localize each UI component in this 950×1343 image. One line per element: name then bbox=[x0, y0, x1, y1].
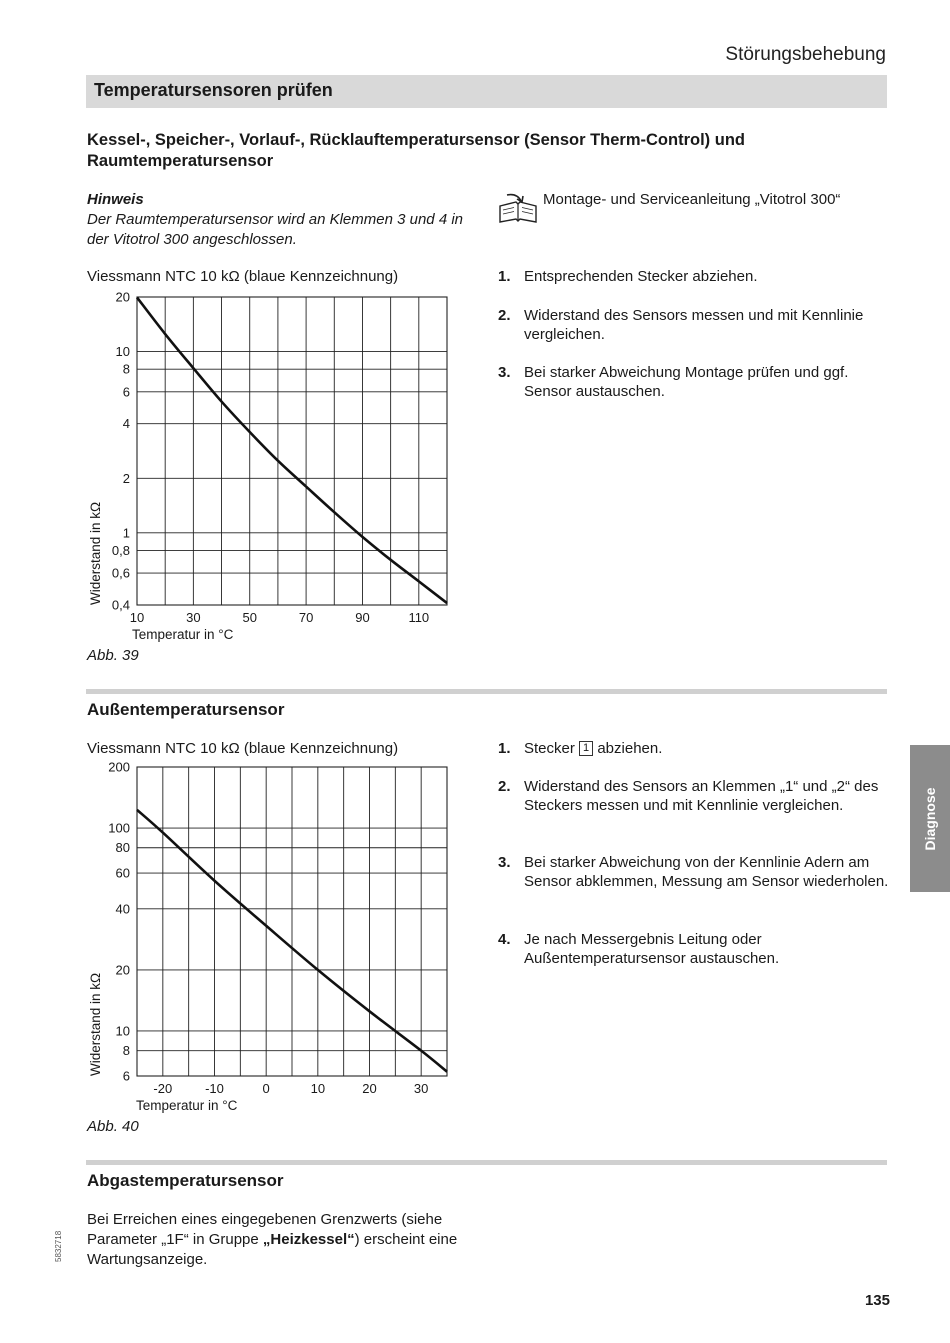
text-part: Bei Erreichen eines eingegebenen Grenzwerts (siehe Parameter „1F“ in Gruppe bbox=[87, 1211, 443, 1248]
x-tick-label: 20 bbox=[362, 1081, 377, 1096]
step-text-pre: Stecker bbox=[524, 740, 575, 757]
side-tab-label: Diagnose bbox=[922, 786, 938, 851]
chart1-caption: Abb. 39 bbox=[87, 647, 139, 664]
step-number: 3. bbox=[498, 854, 511, 871]
text-part: ) erscheint eine Wartungsanzeige. bbox=[87, 1231, 458, 1268]
step-number: 3. bbox=[498, 364, 511, 381]
step-text-post: abziehen. bbox=[597, 740, 663, 757]
step-number: 1. bbox=[498, 740, 511, 757]
plot-frame bbox=[137, 297, 447, 605]
chart2 bbox=[70, 757, 470, 1122]
subsection-title-sensors: Kessel-, Speicher-, Vorlauf-, Rücklauftemperatursensor (Sensor Therm-Control) und Raumtemperatursensor bbox=[87, 131, 745, 170]
subsection-title-exhaust: Abgastemperatursensor bbox=[87, 1171, 284, 1190]
step-4 bbox=[498, 930, 893, 968]
y-tick-label: 40 bbox=[115, 901, 130, 917]
step-number: 4. bbox=[498, 931, 511, 948]
text-bold: „Heizkessel“ bbox=[262, 1231, 355, 1248]
x-tick-label: 110 bbox=[408, 610, 430, 625]
step-number: 2. bbox=[498, 307, 511, 324]
y-tick-label: 6 bbox=[122, 384, 130, 400]
step-text: Bei starker Abweichung Montage prüfen und ggf. Sensor austauschen. bbox=[524, 364, 849, 400]
y-tick-label: 0,8 bbox=[111, 542, 130, 558]
x-tick-label: 90 bbox=[355, 610, 370, 625]
step-text: Widerstand des Sensors messen und mit Kennlinie vergleichen. bbox=[524, 307, 864, 343]
document-number: 5832718 bbox=[54, 1230, 63, 1262]
x-tick-label: 10 bbox=[129, 610, 145, 625]
x-tick-label: 30 bbox=[186, 610, 201, 625]
header-section-label: Störungsbehebung bbox=[725, 44, 886, 65]
x-tick-label: 10 bbox=[310, 1081, 326, 1096]
x-axis-label: Temperatur in °C bbox=[132, 627, 234, 642]
y-tick-label: 6 bbox=[122, 1068, 130, 1084]
y-tick-label: 4 bbox=[122, 416, 130, 432]
step-number: 2. bbox=[498, 778, 511, 795]
y-tick-label: 8 bbox=[122, 361, 130, 377]
y-tick-label: 10 bbox=[115, 1023, 130, 1039]
y-tick-label: 0,4 bbox=[111, 597, 130, 613]
step-1 bbox=[498, 267, 893, 286]
y-tick-label: 8 bbox=[122, 1043, 130, 1059]
y-tick-label: 60 bbox=[115, 865, 130, 881]
step-text: Widerstand des Sensors an Klemmen „1“ und „2“ des Steckers messen und mit Kennlinie vergleichen. bbox=[524, 778, 879, 814]
y-tick-label: 100 bbox=[108, 820, 130, 836]
x-tick-label: 50 bbox=[242, 610, 257, 625]
section-title: Temperatursensoren prüfen bbox=[94, 80, 333, 100]
y-tick-label: 10 bbox=[115, 344, 130, 360]
y-tick-label: 1 bbox=[122, 525, 130, 541]
reference-text: Montage- und Serviceanleitung „Vitotrol 300“ bbox=[543, 191, 841, 208]
y-tick-label: 80 bbox=[115, 840, 130, 856]
exhaust-sensor-text bbox=[87, 1210, 487, 1270]
y-tick-label: 20 bbox=[115, 962, 130, 978]
chart1-title: Viessmann NTC 10 kΩ (blaue Kennzeichnung) bbox=[87, 268, 399, 285]
x-tick-label: 30 bbox=[413, 1081, 429, 1096]
series-line bbox=[137, 297, 447, 603]
x-tick-label: -20 bbox=[153, 1081, 173, 1096]
step-2 bbox=[498, 777, 893, 815]
y-axis-label: Widerstand in kΩ bbox=[88, 972, 103, 1076]
step-3 bbox=[498, 363, 893, 401]
x-axis-label: Temperatur in °C bbox=[136, 1098, 238, 1113]
chart1 bbox=[70, 285, 470, 650]
chart2-caption: Abb. 40 bbox=[87, 1118, 139, 1135]
page-number: 135 bbox=[864, 1292, 890, 1309]
y-tick-label: 0,6 bbox=[111, 565, 130, 581]
connector-number-box: 1 bbox=[579, 741, 593, 756]
x-tick-label: 0 bbox=[262, 1081, 270, 1096]
book-reference-icon bbox=[497, 192, 539, 226]
side-tab-diagnose[interactable] bbox=[910, 745, 950, 892]
step-text: Entsprechenden Stecker abziehen. bbox=[524, 268, 758, 285]
hint-text: Der Raumtemperatursensor wird an Klemmen 3 und 4 in der Vitotrol 300 angeschlossen. bbox=[87, 211, 464, 248]
y-axis-label: Widerstand in kΩ bbox=[88, 501, 103, 605]
step-1 bbox=[498, 739, 893, 758]
subsection-title-outdoor: Außentemperatursensor bbox=[87, 700, 285, 719]
x-tick-label: 70 bbox=[298, 610, 314, 625]
step-text: Bei starker Abweichung von der Kennlinie Adern am Sensor abklemmen, Messung am Sensor wiederholen. bbox=[524, 854, 889, 890]
step-number: 1. bbox=[498, 268, 511, 285]
step-text bbox=[524, 739, 893, 758]
step-2 bbox=[498, 306, 893, 344]
x-tick-label: -10 bbox=[205, 1081, 224, 1096]
y-tick-label: 20 bbox=[115, 289, 130, 305]
chart2-title: Viessmann NTC 10 kΩ (blaue Kennzeichnung) bbox=[87, 740, 399, 757]
hint-title: Hinweis bbox=[87, 191, 144, 208]
step-text: Je nach Messergebnis Leitung oder Außentemperatursensor austauschen. bbox=[524, 931, 780, 967]
divider bbox=[86, 1160, 887, 1165]
section-title-bar bbox=[86, 75, 887, 108]
y-tick-label: 200 bbox=[108, 759, 130, 775]
divider bbox=[86, 689, 887, 694]
y-tick-label: 2 bbox=[122, 470, 130, 486]
step-3 bbox=[498, 853, 893, 891]
